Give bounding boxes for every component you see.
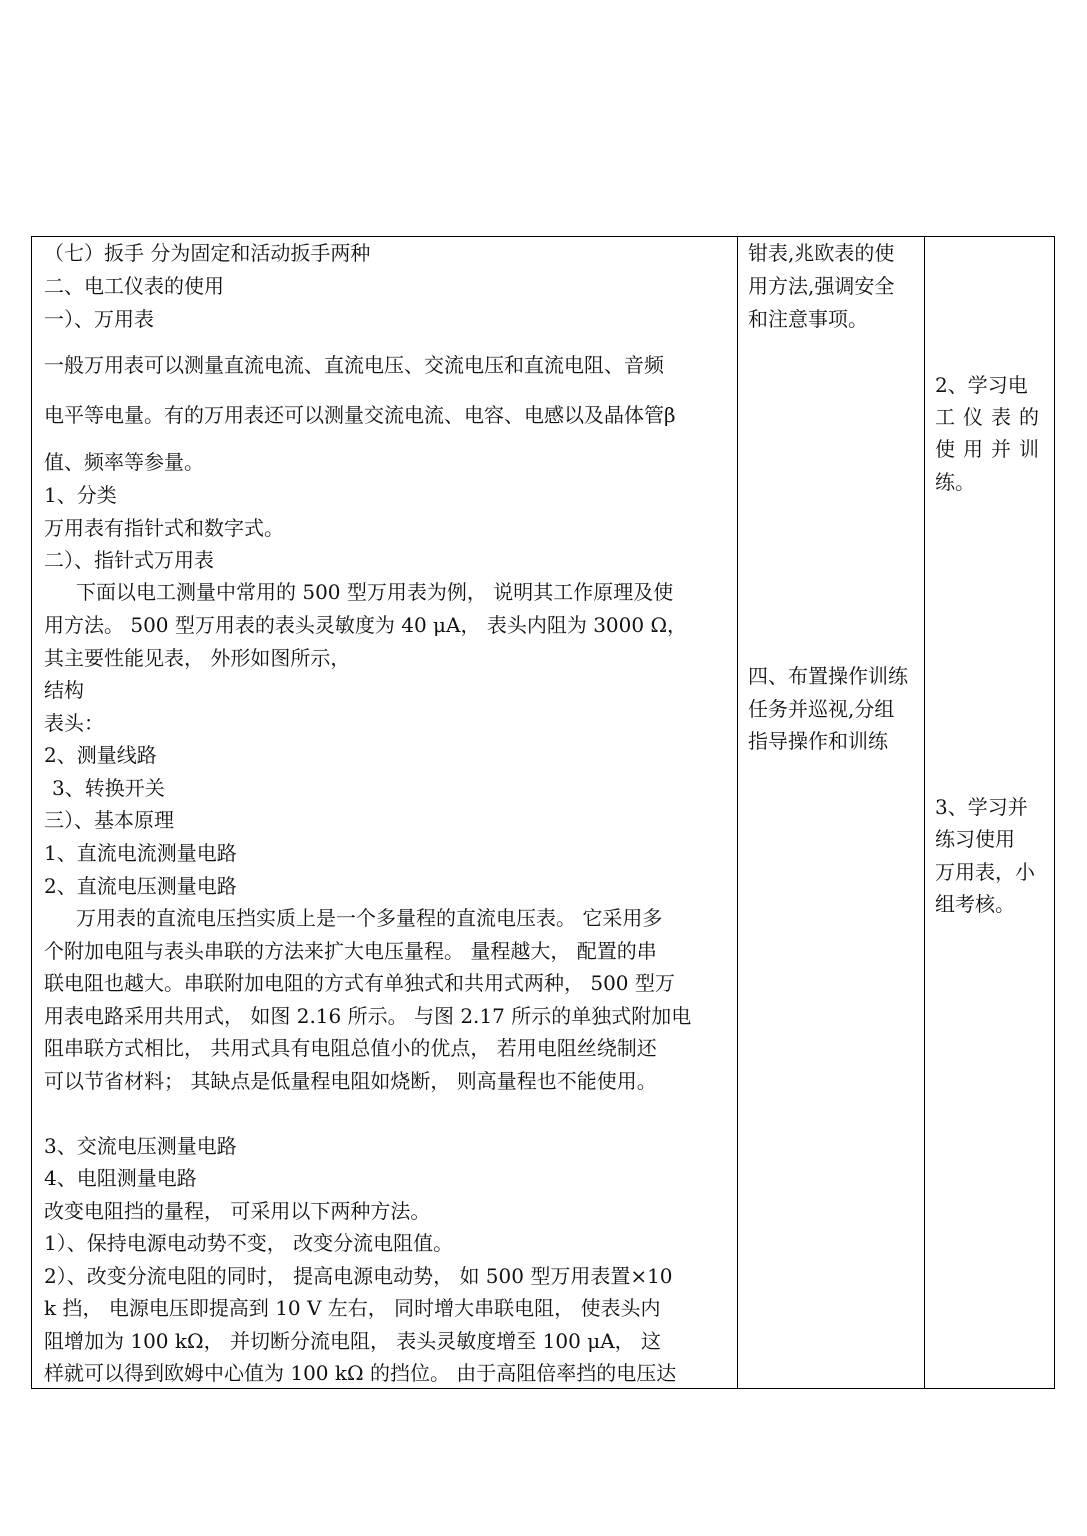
teacher-activity-line: 用方法,强调安全 [748,274,895,298]
student-activity-line: 工仪表的 [935,405,1047,429]
content-line: 万用表有指针式和数字式。 [44,516,284,540]
teacher-activity-line: 任务并巡视,分组 [748,697,895,721]
content-line: 万用表的直流电压挡实质上是一个多量程的直流电压表。 它采用多 [76,906,663,930]
content-line: 4、电阻测量电路 [44,1166,197,1190]
content-line: 阻串联方式相比， 共用式具有电阻总值小的优点， 若用电阻丝绕制还 [44,1036,657,1060]
teacher-activity-line: 和注意事项。 [748,307,868,331]
content-line: 3、转换开关 [52,776,165,800]
content-line: 下面以电工测量中常用的 500 型万用表为例， 说明其工作原理及使 [76,580,674,604]
student-activity-line: 2、学习电 [935,373,1028,397]
student-activity-line: 使用并训 [935,437,1047,461]
content-line: 1）、保持电源电动势不变， 改变分流电阻值。 [44,1231,454,1255]
content-line: 2）、改变分流电阻的同时， 提高电源电动势， 如 500 型万用表置×10 [44,1264,673,1288]
content-line: 值、频率等参量。 [44,450,204,474]
content-line: 可以节省材料； 其缺点是低量程电阻如烧断， 则高量程也不能使用。 [44,1069,657,1093]
lesson-table [31,236,1055,1389]
teacher-activity-line: 四、布置操作训练 [748,664,908,688]
content-line: 联电阻也越大。串联附加电阻的方式有单独式和共用式两种， 500 型万 [44,971,675,995]
content-line: （七）扳手 分为固定和活动扳手两种 [44,241,371,265]
content-line: 一般万用表可以测量直流电流、直流电压、交流电压和直流电阻、音频 [44,353,664,377]
subsection-heading: 一）、万用表 [44,307,154,331]
content-line: 用方法。 500 型万用表的表头灵敏度为 40 μA， 表头内阻为 3000 Ω， [44,613,688,637]
student-activity-line: 练习使用 [935,827,1015,851]
teacher-activity-line: 指导操作和训练 [748,729,888,753]
content-line: 2、直流电压测量电路 [44,874,237,898]
content-line: 1、直流电流测量电路 [44,841,237,865]
content-line: 结构 [44,678,84,702]
teacher-activity-line: 钳表,兆欧表的使 [748,241,895,265]
content-line: 其主要性能见表， 外形如图所示， [44,646,351,670]
content-line: 改变电阻挡的量程， 可采用以下两种方法。 [44,1199,431,1223]
section-heading: 二、电工仪表的使用 [44,274,224,298]
student-activity-line: 3、学习并 [935,795,1028,819]
content-line: 电平等电量。有的万用表还可以测量交流电流、电容、电感以及晶体管β [44,403,676,427]
content-line: 3、交流电压测量电路 [44,1134,237,1158]
content-line: 表头： [44,711,104,735]
column-divider [737,237,738,1388]
student-activity-line: 组考核。 [935,892,1015,916]
content-line: 阻增加为 100 kΩ， 并切断分流电阻， 表头灵敏度增至 100 μA， 这 [44,1329,661,1353]
content-line: k 挡， 电源电压即提高到 10 V 左右， 同时增大串联电阻， 使表头内 [44,1296,661,1320]
content-line: 1、分类 [44,483,117,507]
subsection-heading: 二）、指针式万用表 [44,548,214,572]
column-divider [924,237,925,1388]
content-line: 2、测量线路 [44,743,157,767]
content-line: 个附加电阻与表头串联的方法来扩大电压量程。 量程越大， 配置的串 [44,939,657,963]
subsection-heading: 三）、基本原理 [44,808,174,832]
student-activity-line: 练。 [935,470,975,494]
content-line: 样就可以得到欧姆中心值为 100 kΩ 的挡位。 由于高阻倍率挡的电压达 [44,1361,677,1385]
content-line: 用表电路采用共用式， 如图 2.16 所示。 与图 2.17 所示的单独式附加电 [44,1004,692,1028]
student-activity-line: 万用表，小 [935,860,1035,884]
